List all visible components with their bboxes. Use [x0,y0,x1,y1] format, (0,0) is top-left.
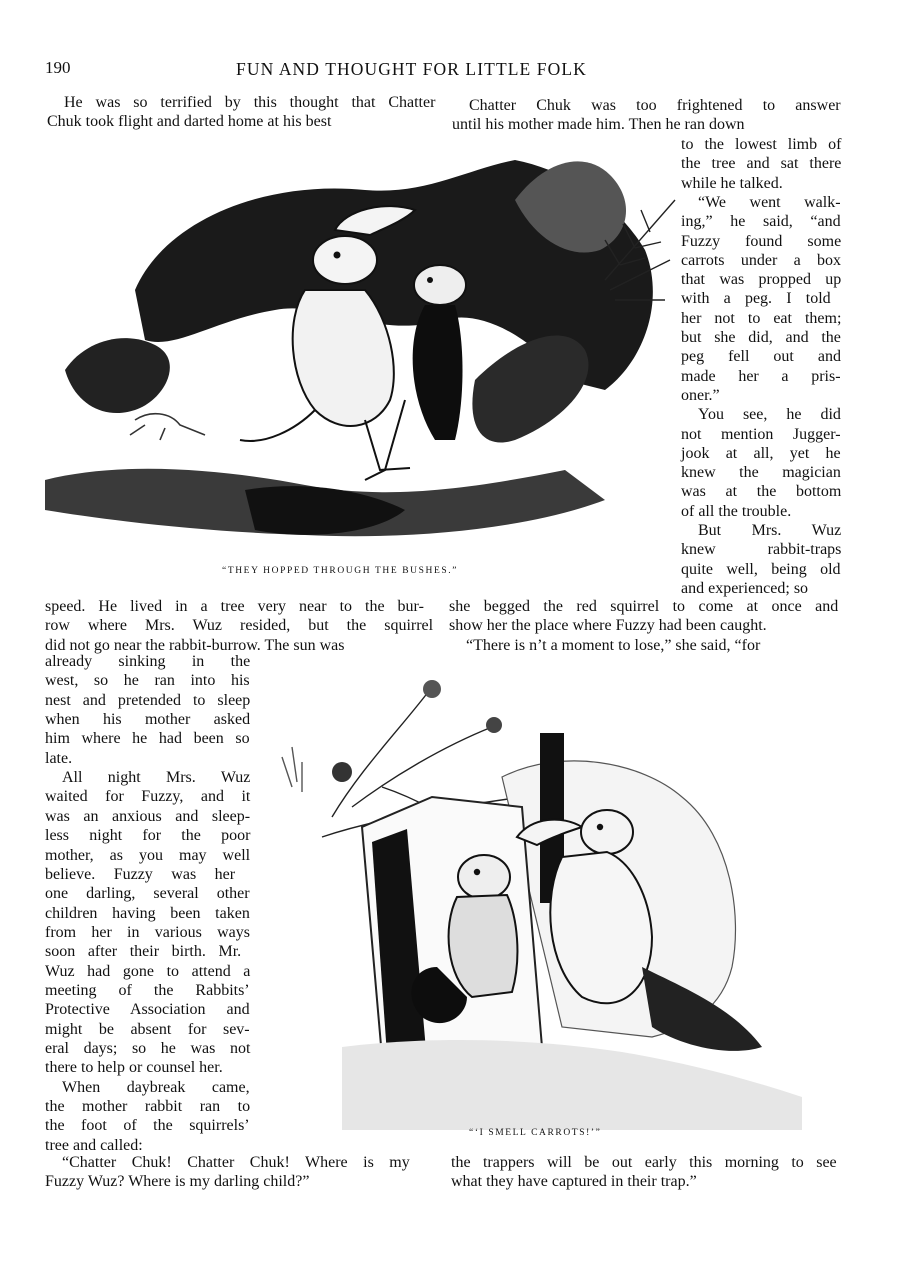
text-line: to the lowest limb of [681,136,842,153]
ground-shape [342,1040,802,1130]
text-line: Protective Association and [45,1001,250,1019]
text-line: show her the place where Fuzzy had been caught. [449,617,767,635]
text-line: there to help or counsel her. [45,1059,223,1077]
text-line: nest and pretended to sleep [45,691,251,709]
text-line: waited for Fuzzy, and it [45,788,251,806]
text-line: not mention Jugger- [681,425,841,443]
page-number: 190 [45,58,71,77]
text-line: might be absent for sev- [45,1020,250,1038]
text-line: knew rabbit-traps [681,541,842,559]
text-line: and experienced; so [681,579,809,597]
flower-icon [423,680,441,698]
running-title: FUN AND THOUGHT FOR LITTLE FOLK [236,59,587,79]
text-line: but she did, and the [681,329,841,346]
text-line: the foot of the squirrels’ [45,1117,250,1135]
text-line: less night for the poor [45,827,251,845]
text-line: from her in various ways [45,923,250,941]
text-line: You see, he did [698,406,841,424]
text-line: All night Mrs. Wuz [62,769,251,787]
flower-icon [332,762,352,782]
text-line: “Chatter Chuk! Chatter Chuk! Where is my [62,1154,410,1171]
text-line: carrots under a box [681,251,842,269]
text-line: the trappers will be out early this morning to see [451,1154,837,1171]
text-line: was an anxious and sleep- [45,807,251,825]
text-line: children having been taken [45,904,250,922]
text-line: of all the trouble. [681,502,792,520]
text-line: when his mother asked [45,711,251,729]
text-line: the tree and sat there [681,155,842,173]
bottom-illustration-caption: “‘I SMELL CARROTS!’” [469,1128,602,1138]
grass-icon [282,747,302,792]
text-line: But Mrs. Wuz [698,522,842,539]
text-line: she begged the red squirrel to come at once and [449,598,839,615]
illustration-squirrel-rabbit-trap [262,667,810,1130]
flower-icon [486,717,502,733]
text-line: mother, as you may well [45,846,251,864]
text-line: that was propped up [681,271,842,289]
text-line: When daybreak came, [62,1078,250,1096]
text-line: the mother rabbit ran to [45,1098,251,1116]
text-line: Fuzzy found some [681,232,842,250]
text-line: with a peg. I told [681,290,831,308]
text-line: Fuzzy Wuz? Where is my darling child?” [45,1173,310,1191]
text-line: while he talked. [681,174,783,192]
text-line: quite well, being old [681,560,841,578]
text-line: west, so he ran into his [45,672,250,690]
text-line: “There is n’t a moment to lose,” she said, “for [466,636,761,654]
text-line: one darling, several other [45,885,250,903]
text-line: made her a pris- [681,367,841,385]
top-illustration-caption: “THEY HOPPED THROUGH THE BUSHES.” [222,566,459,576]
text-line: Chuk took flight and darted home at his best [47,113,332,131]
text-line: knew the magician [681,464,841,482]
illustration-rabbit-squirrel-bushes [45,140,677,558]
text-line: believe. Fuzzy was her [45,865,236,883]
text-line: Chatter Chuk was too frightened to answer [469,97,841,114]
text-line: soon after their birth. Mr. [45,943,242,961]
text-line: oner.” [681,386,720,404]
text-line: did not go near the rabbit-burrow. The sun was [45,636,345,654]
text-line: eral days; so he was not [45,1040,251,1057]
text-line: meeting of the Rabbits’ [45,981,250,999]
text-line: already sinking in the [45,653,251,670]
text-line: him where he had been so [45,730,250,748]
text-line: her not to eat them; [681,309,842,327]
frog-icon [130,414,205,440]
text-line: late. [45,749,73,767]
text-line: ing,” he said, “and [681,213,841,231]
bush-shape [65,338,170,413]
text-line: jook at all, yet he [681,444,841,462]
text-line: was at the bottom [681,483,842,501]
text-line: He was so terrified by this thought that Chatter [64,94,436,111]
text-line: tree and called: [45,1136,143,1154]
text-line: what they have captured in their trap.” [451,1173,697,1191]
text-line: Wuz had gone to attend a [45,962,251,980]
text-line: until his mother made him. Then he ran down [452,116,745,134]
text-line: “We went walk- [698,193,841,211]
text-line: peg fell out and [681,348,841,366]
text-line: speed. He lived in a tree very near to the bur- [45,598,424,615]
text-line: row where Mrs. Wuz resided, but the squirrel [45,617,434,635]
